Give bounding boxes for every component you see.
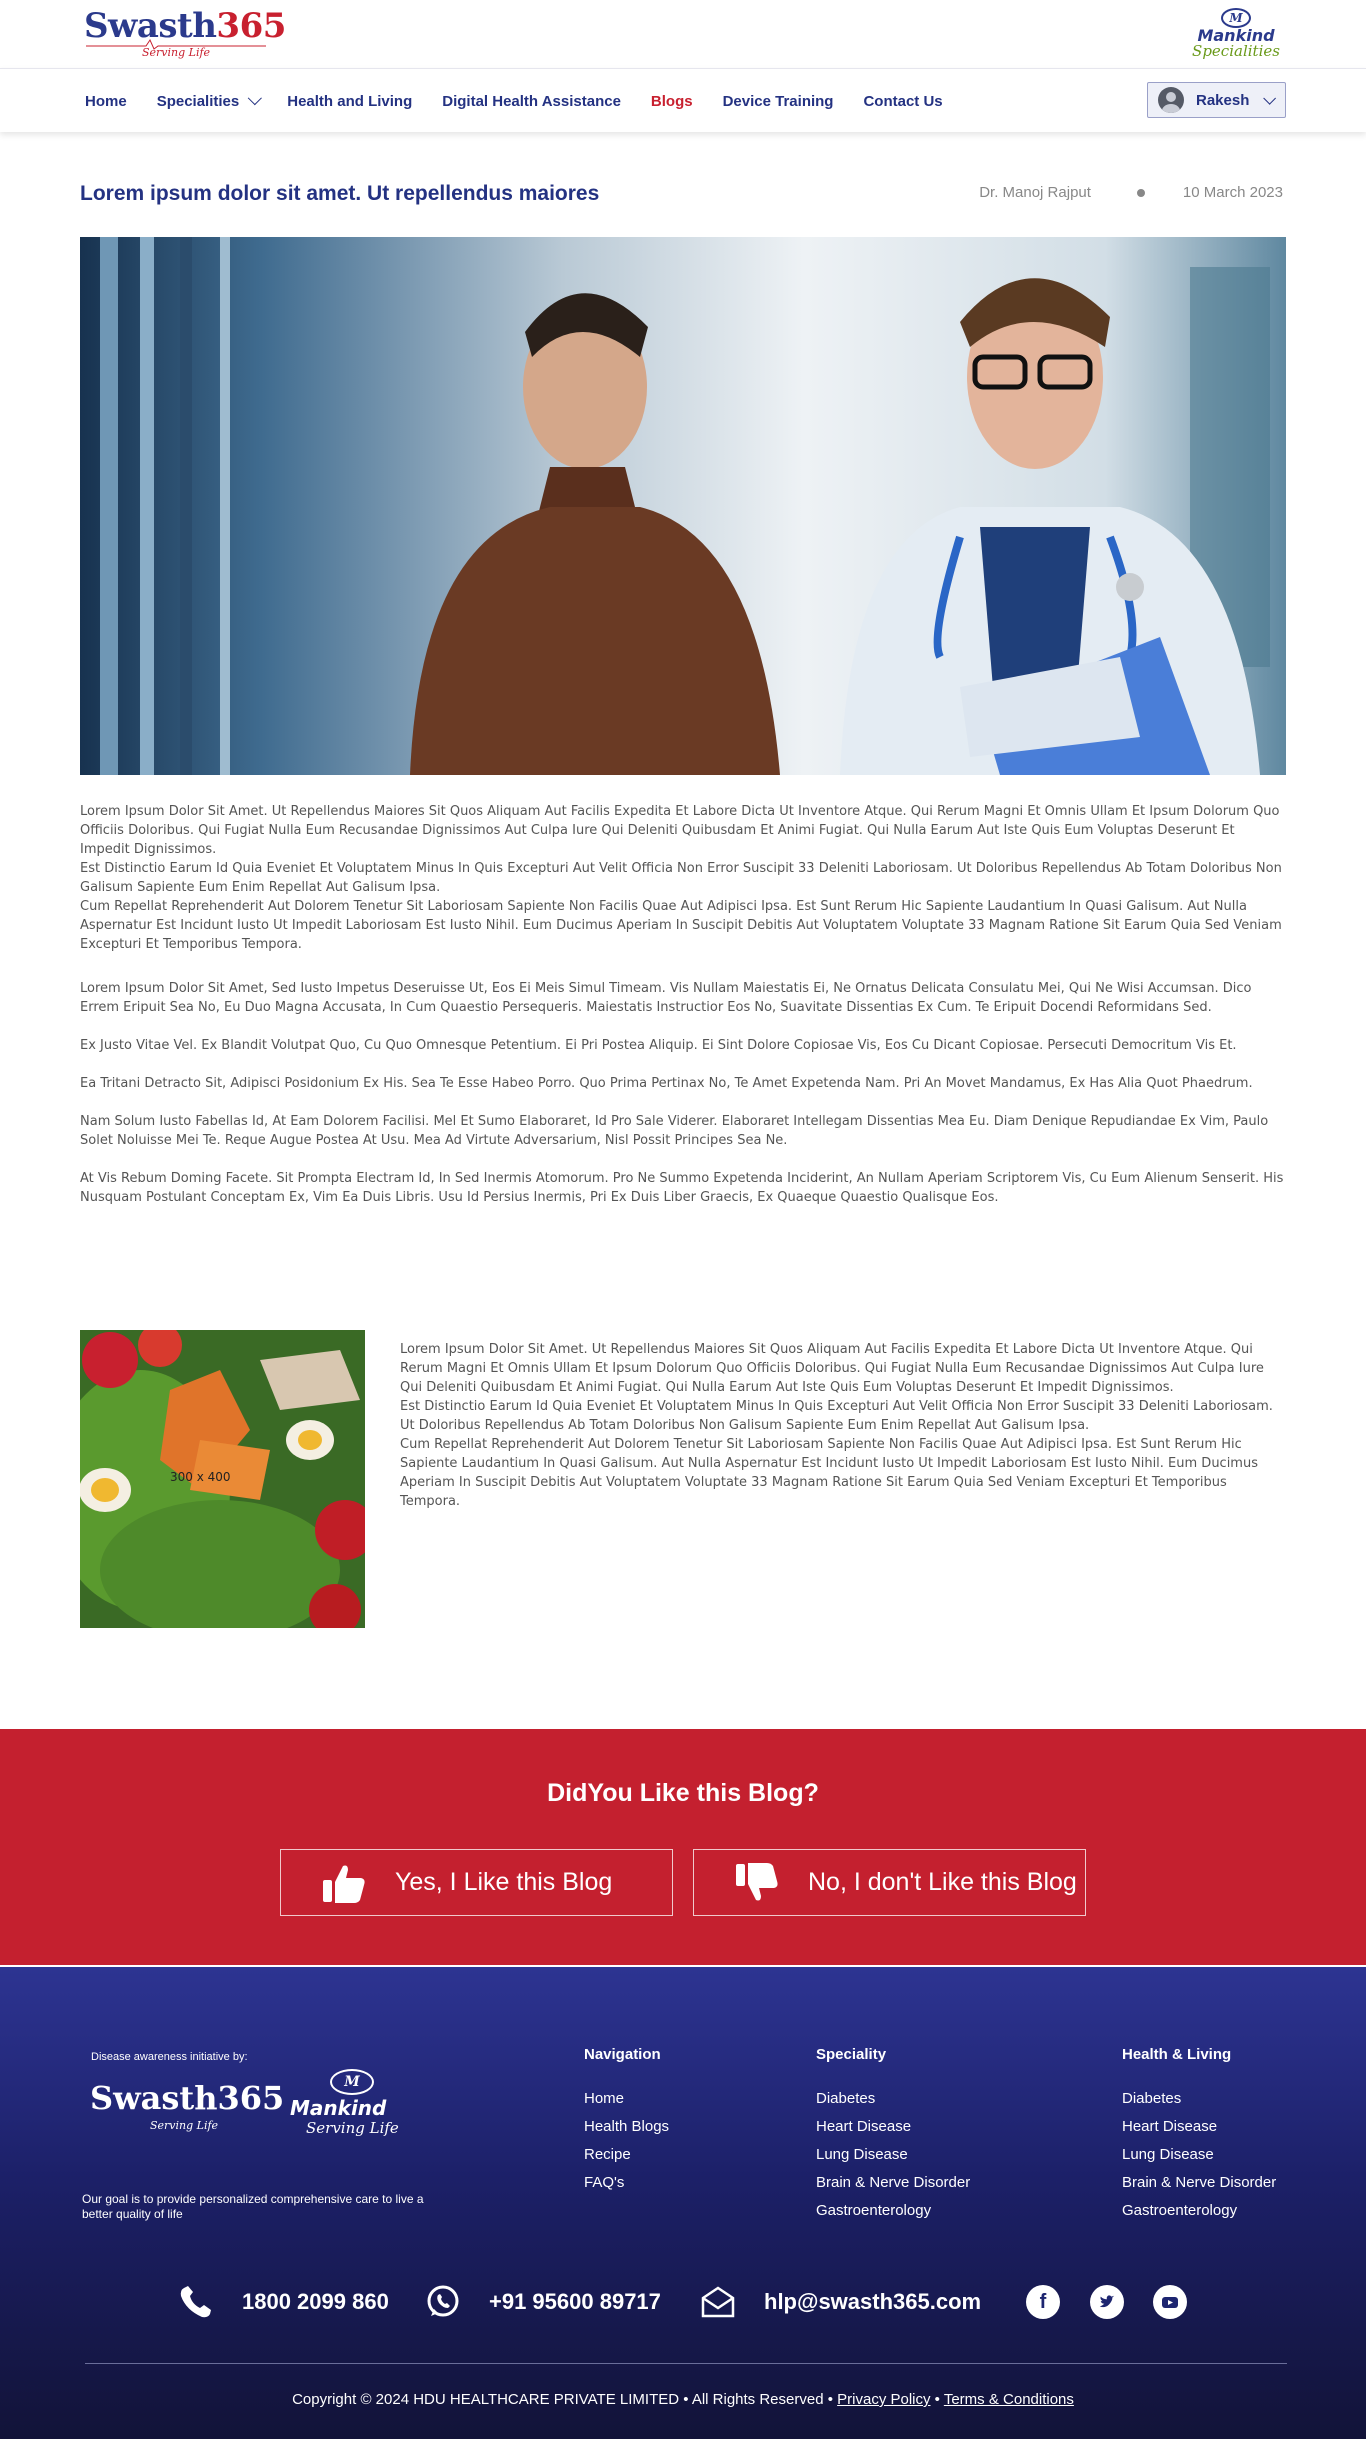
footer-mankind-badge-icon: M bbox=[330, 2069, 374, 2095]
whatsapp-icon bbox=[425, 2284, 461, 2320]
mankind-badge-icon: M bbox=[1221, 8, 1251, 28]
nav-item-contact-us[interactable] bbox=[863, 93, 942, 110]
site-footer bbox=[0, 1967, 1366, 2439]
whatsapp-number: +91 95600 89717 bbox=[489, 2289, 661, 2314]
thumbs-down-icon bbox=[734, 1860, 780, 1906]
footer-link[interactable]: Recipe bbox=[584, 2146, 631, 2163]
footer-col-heading: Navigation bbox=[584, 2046, 661, 2063]
footer-brand-name: Swasth bbox=[90, 2079, 218, 2117]
footer-link[interactable]: Health Blogs bbox=[584, 2118, 670, 2135]
nav-item-blogs[interactable] bbox=[651, 93, 693, 110]
mail-icon bbox=[700, 2284, 736, 2320]
nav-list bbox=[85, 69, 973, 133]
footer-mankind-name: Mankind bbox=[290, 2096, 387, 2120]
paragraph: Cum Repellat Reprehenderit Aut Dolorem Tenetur Sit Laboriosam Sapiente Non Facilis Quae Aut Adipisci Ipsa. Est Sunt Rerum Hic Sapiente Laudantium In Quasi Galisum. Aut Nulla Aspernatur Est Incidunt Iusto Ut Impedit Laboriosam Est Iusto Nihil. Eum Ducimus Aperiam In Suscipit Debitis Aut Voluptatem Voluptate 33 Magnam Ratione Sit Earum Quia Sed Veniam Excepturi Et Temporibus Tempora. bbox=[400, 1437, 1258, 1509]
footer-col-navigation bbox=[584, 2046, 669, 2197]
footer-brand-number: 365 bbox=[217, 2079, 285, 2117]
mankind-name: Mankind bbox=[1197, 26, 1275, 45]
nav-item-label: Device Training bbox=[722, 92, 834, 110]
nav-item-specialities[interactable] bbox=[157, 93, 258, 110]
image-size-caption: 300 x 400 bbox=[170, 1470, 231, 1484]
hero-image bbox=[80, 237, 1286, 775]
footer-link[interactable]: Lung Disease bbox=[816, 2146, 908, 2163]
paragraph: At Vis Rebum Doming Facete. Sit Prompta Electram Id, In Sed Inermis Atomorum. Pro Ne Summo Expetenda Inciderint, An Nullam Aperiam Scriptorem Vis, Cu Eum Alienum Senserit. His Nusquam Postulant Conceptam Ex, Vim Ea Duis Libris. Usu Id Persius Inermis, Pri Ex Duis Liber Graecis, Ex Quaeque Quaestio Qualisque Eos. bbox=[80, 1171, 1284, 1205]
nav-item-label: Digital Health Assistance bbox=[442, 92, 621, 110]
footer-col-heading: Speciality bbox=[816, 2046, 887, 2063]
brand-tagline: Serving Life bbox=[142, 46, 211, 59]
footer-link[interactable]: Brain & Nerve Disorder bbox=[816, 2174, 971, 2191]
footer-link-list bbox=[1122, 2085, 1276, 2225]
footer-col-heading: Health & Living bbox=[1122, 2046, 1232, 2063]
nav-item-label: Blogs bbox=[650, 92, 693, 110]
article-body bbox=[80, 802, 1286, 954]
nav-item-digital-health-assistance[interactable] bbox=[442, 93, 621, 110]
copyright-separator: • bbox=[934, 2391, 940, 2408]
copyright-label: Copyright © 2024 HDU HEALTHCARE PRIVATE LIMITED • All Rights Reserved • bbox=[292, 2391, 833, 2408]
footer-link[interactable]: Lung Disease bbox=[1122, 2146, 1214, 2163]
phone-contact[interactable] bbox=[178, 2277, 389, 2327]
footer-link[interactable]: Gastroenterology bbox=[1122, 2202, 1238, 2219]
paragraph: Cum Repellat Reprehenderit Aut Dolorem Tenetur Sit Laboriosam Sapiente Non Facilis Quae Aut Adipisci Ipsa. Est Sunt Rerum Hic Sapiente Laudantium In Quasi Galisum. Aut Nulla Aspernatur Est Incidunt Iusto Ut Impedit Laboriosam Est Iusto Nihil. Eum Ducimus Aperiam In Suscipit Debitis Aut Voluptatem Voluptate 33 Magnam Ratione Sit Earum Quia Sed Veniam Excepturi Et Temporibus Tempora. bbox=[80, 899, 1282, 952]
brand-name: Swasth bbox=[84, 6, 217, 46]
footer-brand-tagline: Serving Life bbox=[150, 2119, 219, 2132]
nav-item-device-training[interactable] bbox=[723, 93, 834, 110]
paragraph: Lorem Ipsum Dolor Sit Amet, Sed Iusto Impetus Deseruisse Ut, Eos Ei Meis Simul Timeam. Vis Nullam Maiestatis Ei, Ne Ornatus Delicata Consulatu Mei, Qui Ne Wisi Accumsan. Dico Errem Eripuit Sea No, Eu Duo Magna Accusata, In Cum Quaestio Persequeris. Maiestatis Instructior Eos No, Suavitate Dissentias Ex Cum. Te Eripuit Docendi Reformidans Sed. bbox=[80, 981, 1252, 1015]
youtube-icon[interactable] bbox=[1153, 2285, 1187, 2319]
dislike-blog-button[interactable] bbox=[693, 1849, 1086, 1916]
thumbs-up-icon bbox=[321, 1860, 367, 1906]
swasth365-logo[interactable] bbox=[84, 6, 286, 62]
nav-item-label: Contact Us bbox=[863, 92, 943, 110]
mankind-logo bbox=[1186, 8, 1286, 64]
mankind-sub: Specialities bbox=[1192, 42, 1280, 60]
footer-link[interactable]: Heart Disease bbox=[1122, 2118, 1218, 2135]
footer-goal-text: Our goal is to provide personalized comprehensive care to live a better quality of life bbox=[82, 2192, 424, 2221]
paragraph: Lorem Ipsum Dolor Sit Amet. Ut Repellendus Maiores Sit Quos Aliquam Aut Facilis Expedita Et Labore Dicta Ut Inventore Atque. Qui Rerum Magni Et Omnis Ullam Et Ipsum Dolorum Quo Officiis Doloribus. Qui Fugiat Nulla Eum Recusandae Dignissimos Aut Culpa Iure Qui Deleniti Quibusdam Et Animi Fugiat. Qui Nulla Earum Aut Iste Quis Eum Voluptas Deserunt Et Impedit Dignissimos. bbox=[400, 1342, 1264, 1395]
feedback-title: DidYou Like this Blog? bbox=[547, 1779, 819, 1807]
chevron-down-icon bbox=[248, 91, 262, 105]
chevron-down-icon bbox=[1264, 92, 1277, 105]
doctor-consultation-photo bbox=[80, 237, 1286, 775]
salad-image bbox=[80, 1330, 365, 1628]
footer-link[interactable]: Home bbox=[584, 2090, 625, 2107]
top-header bbox=[0, 0, 1366, 68]
footer-col-speciality bbox=[816, 2046, 970, 2225]
copyright-text bbox=[0, 2391, 1366, 2408]
footer-divider bbox=[85, 2363, 1287, 2364]
footer-link[interactable]: Brain & Nerve Disorder bbox=[1122, 2174, 1277, 2191]
main-navbar bbox=[0, 68, 1366, 132]
separator-dot bbox=[1137, 189, 1145, 197]
footer-link[interactable]: Diabetes bbox=[816, 2090, 876, 2107]
nav-item-home[interactable] bbox=[85, 93, 127, 110]
paragraph: Est Distinctio Earum Id Quia Eveniet Et Voluptatem Minus In Quis Excepturi Aut Velit Officia Non Error Suscipit 33 Deleniti Laboriosam. Ut Doloribus Repellendus Ab Totam Doloribus Non Galisum Sapiente Eum Enim Repellat Aut Galisum Ipsa. bbox=[80, 861, 1282, 895]
email-contact[interactable] bbox=[700, 2277, 981, 2327]
user-name: Rakesh bbox=[1196, 91, 1250, 109]
footer-link[interactable]: Gastroenterology bbox=[816, 2202, 932, 2219]
article-author: Dr. Manoj Rajput bbox=[979, 184, 1091, 201]
paragraph: Ea Tritani Detracto Sit, Adipisci Posidonium Ex His. Sea Te Esse Habeo Porro. Quo Prima Pertinax No, Te Amet Expetenda Nam. Pri An Movet Mandamus, Ex Has Alia Quot Phaedrum. bbox=[80, 1076, 1253, 1091]
phone-number: 1800 2099 860 bbox=[242, 2289, 389, 2314]
nav-item-label: Home bbox=[85, 92, 127, 110]
like-label: Yes, I Like this Blog bbox=[395, 1868, 613, 1896]
twitter-icon[interactable] bbox=[1090, 2285, 1124, 2319]
article-title: Lorem ipsum dolor sit amet. Ut repellendus maiores bbox=[80, 182, 600, 205]
phone-icon bbox=[178, 2284, 214, 2320]
footer-link-list bbox=[584, 2085, 669, 2197]
avatar bbox=[1158, 87, 1184, 113]
side-article-body bbox=[400, 1340, 1286, 1511]
privacy-policy-link[interactable]: Privacy Policy bbox=[837, 2391, 931, 2408]
nav-item-label: Health and Living bbox=[287, 92, 413, 110]
footer-col-health-living bbox=[1122, 2046, 1276, 2225]
footer-swasth365-logo[interactable] bbox=[90, 2079, 285, 2132]
footer-link-list bbox=[816, 2085, 970, 2225]
user-menu-button[interactable] bbox=[1147, 82, 1286, 118]
paragraph: Ex Justo Vitae Vel. Ex Blandit Volutpat Quo, Cu Quo Omnesque Petentium. Ei Pri Postea Aliquip. Ei Sint Dolore Copiosae Vis, Eos Cu Dicant Copiosae. Persecuti Democritum Vis Et. bbox=[80, 1038, 1237, 1053]
initiative-label: Disease awareness initiative by: bbox=[91, 2051, 248, 2063]
footer-link[interactable]: FAQ's bbox=[584, 2174, 625, 2191]
paragraph: Nam Solum Iusto Fabellas Id, At Eam Dolorem Facilisi. Mel Et Sumo Elaboraret, Id Pro Sale Viderer. Elaboraret Intellegam Dissentias Mea Eu. Diam Denique Repudiandae Ex Vim, Paulo Solet Noluisse Mei Te. Reque Augue Postea At Usu. Mea Ad Virtute Adversarium, Nisl Possit Principes Sea Ne. bbox=[80, 1114, 1269, 1148]
footer-link[interactable]: Diabetes bbox=[1122, 2090, 1182, 2107]
article-date: 10 March 2023 bbox=[1182, 184, 1283, 201]
dislike-label: No, I don't Like this Blog bbox=[808, 1868, 1077, 1896]
footer-mankind-logo bbox=[290, 2069, 430, 2137]
footer-link[interactable]: Heart Disease bbox=[816, 2118, 912, 2135]
article-meta bbox=[979, 184, 1283, 201]
paragraph: Lorem Ipsum Dolor Sit Amet. Ut Repellendus Maiores Sit Quos Aliquam Aut Facilis Expedita Et Labore Dicta Ut Inventore Atque. Qui Rerum Magni Et Omnis Ullam Et Ipsum Dolorum Quo Officiis Doloribus. Qui Fugiat Nulla Eum Recusandae Dignissimos Aut Culpa Iure Qui Deleniti Quibusdam Et Animi Fugiat. Qui Nulla Earum Aut Iste Quis Eum Voluptas Deserunt Et Impedit Dignissimos. bbox=[80, 804, 1280, 857]
footer-mankind-sub: Serving Life bbox=[306, 2119, 399, 2137]
like-blog-button[interactable] bbox=[280, 1849, 673, 1916]
email-address: hlp@swasth365.com bbox=[764, 2289, 982, 2314]
article-body-more bbox=[80, 979, 1286, 1207]
nav-item-health-and-living[interactable] bbox=[287, 93, 412, 110]
brand-number: 365 bbox=[216, 6, 286, 46]
whatsapp-contact[interactable] bbox=[425, 2277, 661, 2327]
paragraph: Est Distinctio Earum Id Quia Eveniet Et Voluptatem Minus In Quis Excepturi Aut Velit Officia Non Error Suscipit 33 Deleniti Laboriosam. Ut Doloribus Repellendus Ab Totam Doloribus Non Galisum Sapiente Eum Enim Repellat Aut Galisum Ipsa. bbox=[400, 1399, 1273, 1433]
nav-item-label: Specialities bbox=[156, 92, 240, 110]
contact-row bbox=[0, 2277, 1366, 2327]
facebook-icon[interactable]: f bbox=[1026, 2285, 1060, 2319]
feedback-band bbox=[0, 1729, 1366, 1965]
terms-link[interactable]: Terms & Conditions bbox=[943, 2391, 1074, 2408]
